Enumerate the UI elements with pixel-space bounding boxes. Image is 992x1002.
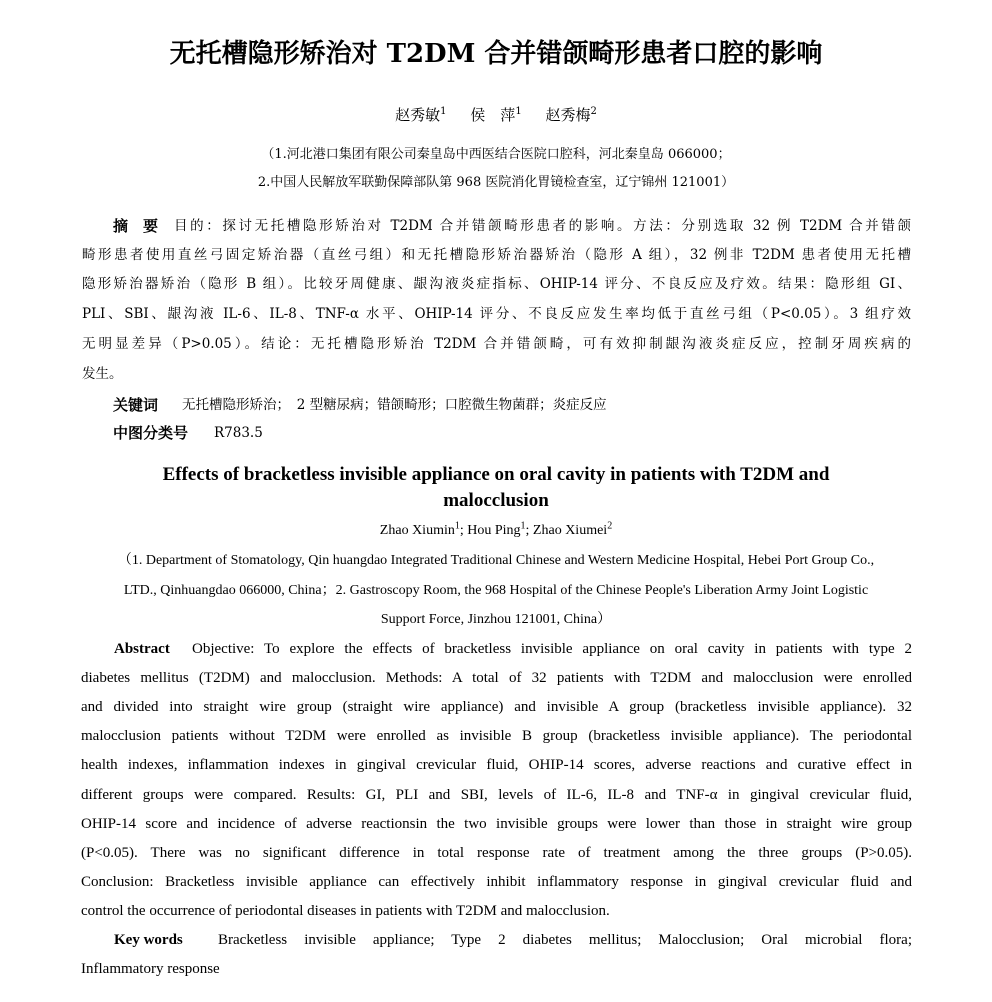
cn-abstract-line: 无明显差异（P>0.05）。结论：无托槽隐形矫治 T2DM 合并错颌畸，可有效抑制龈沟液炎症反应，控制牙周疾病的 [82, 336, 911, 352]
cn-abstract-line: 隐形矫治器矫治（隐形 B 组）。比较牙周健康、龈沟液炎症指标、OHIP-14 评分、不良反应及疗效。结果：隐形组 GI、 [82, 276, 911, 292]
en-abstract-line: different groups were compared. Results: GI, PLI and SBI, levels of IL-6, IL-8 and TNF-α in gingival crevicular fluid, [81, 787, 912, 803]
en-abstract-line: diabetes mellitus (T2DM) and malocclusion. Methods: A total of 32 patients with T2DM and malocclusion were enrolled [81, 670, 912, 686]
cn-keywords: 无托槽隐形矫治； 2 型糖尿病；错颌畸形；口腔微生物菌群；炎症反应 [182, 397, 607, 413]
en-keywords-label: Key words [114, 932, 183, 948]
en-abstract-line: control the occurrence of periodontal diseases in patients with T2DM and malocclusion. [81, 903, 610, 919]
cn-title: 无托槽隐形矫治对 T2DM 合并错颌畸形患者口腔的影响 [169, 39, 823, 69]
en-title-line: Effects of bracketless invisible appliance on oral cavity in patients with T2DM and [162, 464, 830, 485]
en-authors: Zhao Xiumin$^1$; Hou Ping$^1$; Zhao Xiumei$^2$ [379, 520, 613, 538]
cn-abstract-line: PLI、SBI、龈沟液 IL-6、IL-8、TNF-α 水平、OHIP-14 评分、不良反应发生率均低于直丝弓组（P<0.05）。3 组疗效 [82, 306, 911, 322]
en-abstract-line: (P<0.05). There was no significant difference in total response rate of treatment among the three groups (P>0.05). [81, 845, 912, 861]
en-abstract-line: and divided into straight wire group (straight wire appliance) and invisible A group (bracketless invisible appliance). 32 [81, 699, 912, 715]
cn-affiliation-line: （1.河北港口集团有限公司秦皇岛中西医结合医院口腔科，河北秦皇岛 066000； [261, 147, 731, 162]
cn-affiliation-line: 2.中国人民解放军联勤保障部队第 968 医院消化胃镜检查室，辽宁锦州 121001） [257, 175, 735, 190]
en-author-name: Zhao Xiumin [379, 523, 455, 538]
en-abstract-line: OHIP-14 score and incidence of adverse reactionsin the two invisible groups were lower than those in straight wire group [81, 816, 912, 832]
en-abstract-line: Conclusion: Bracketless invisible appliance can effectively inhibit inflammatory response in gingival crevicular fluid and [81, 874, 912, 890]
en-title-line: malocclusion [443, 490, 549, 511]
cn-author-name: 赵秀敏 [395, 106, 441, 124]
en-abstract-line: health indexes, inflammation indexes in gingival crevicular fluid, OHIP-14 scores, adverse reactions and curative effect in [81, 757, 912, 773]
en-author-sup: 1 [520, 520, 526, 532]
en-abstract-line: malocclusion patients without T2DM were enrolled as invisible B group (bracketless invisible appliance). The periodontal [81, 728, 912, 744]
cn-abstract-line: 畸形患者使用直丝弓固定矫治器（直丝弓组）和无托槽隐形矫治器矫治（隐形 A 组），32 例非 T2DM 患者使用无托槽 [82, 247, 911, 263]
en-keywords-line: Inflammatory response [81, 961, 220, 977]
en-keywords-line: Bracketless invisible appliance; Type 2 diabetes mellitus; Malocclusion; Oral microbial flora; [218, 932, 912, 948]
cn-class-label: 中图分类号 [113, 424, 189, 442]
cn-author-sup: 2 [590, 106, 597, 117]
cn-author-sup: 1 [440, 106, 447, 117]
en-abstract-line: Objective: To explore the effects of bracketless invisible appliance on oral cavity in patients with type 2 [192, 641, 912, 657]
en-author-sup: 2 [607, 520, 613, 532]
en-affiliation-line: （1. Department of Stomatology, Qin huangdao Integrated Traditional Chinese and Western Medicine Hospital, Hebei Port Group Co., [117, 553, 875, 568]
cn-authors [0, 104, 992, 126]
en-abstract-label: Abstract [114, 641, 170, 657]
en-affiliation-line: LTD., Qinhuangdao 066000, China；2. Gastroscopy Room, the 968 Hospital of the Chinese People's Liberation Army Joint Logistic [123, 583, 869, 598]
cn-abstract-label: 摘 要 [113, 217, 159, 235]
en-affiliation-line: Support Force, Jinzhou 121001, China） [380, 612, 612, 627]
en-author-sup: 1 [454, 520, 460, 532]
cn-author-name: 赵秀梅 [545, 106, 591, 124]
cn-class-code: R783.5 [214, 425, 263, 441]
cn-abstract-line: 发生。 [82, 366, 123, 382]
cn-author-name: 侯 萍 [470, 106, 516, 124]
cn-abstract-line: 目的：探讨无托槽隐形矫治对 T2DM 合并错颌畸形患者的影响。方法：分别选取 32 例 T2DM 合并错颌 [174, 218, 911, 234]
cn-keywords-label: 关键词 [113, 396, 159, 414]
en-author-name: Hou Ping [467, 523, 521, 538]
en-author-name: Zhao Xiumei [532, 523, 608, 538]
cn-author-sup: 1 [515, 106, 522, 117]
